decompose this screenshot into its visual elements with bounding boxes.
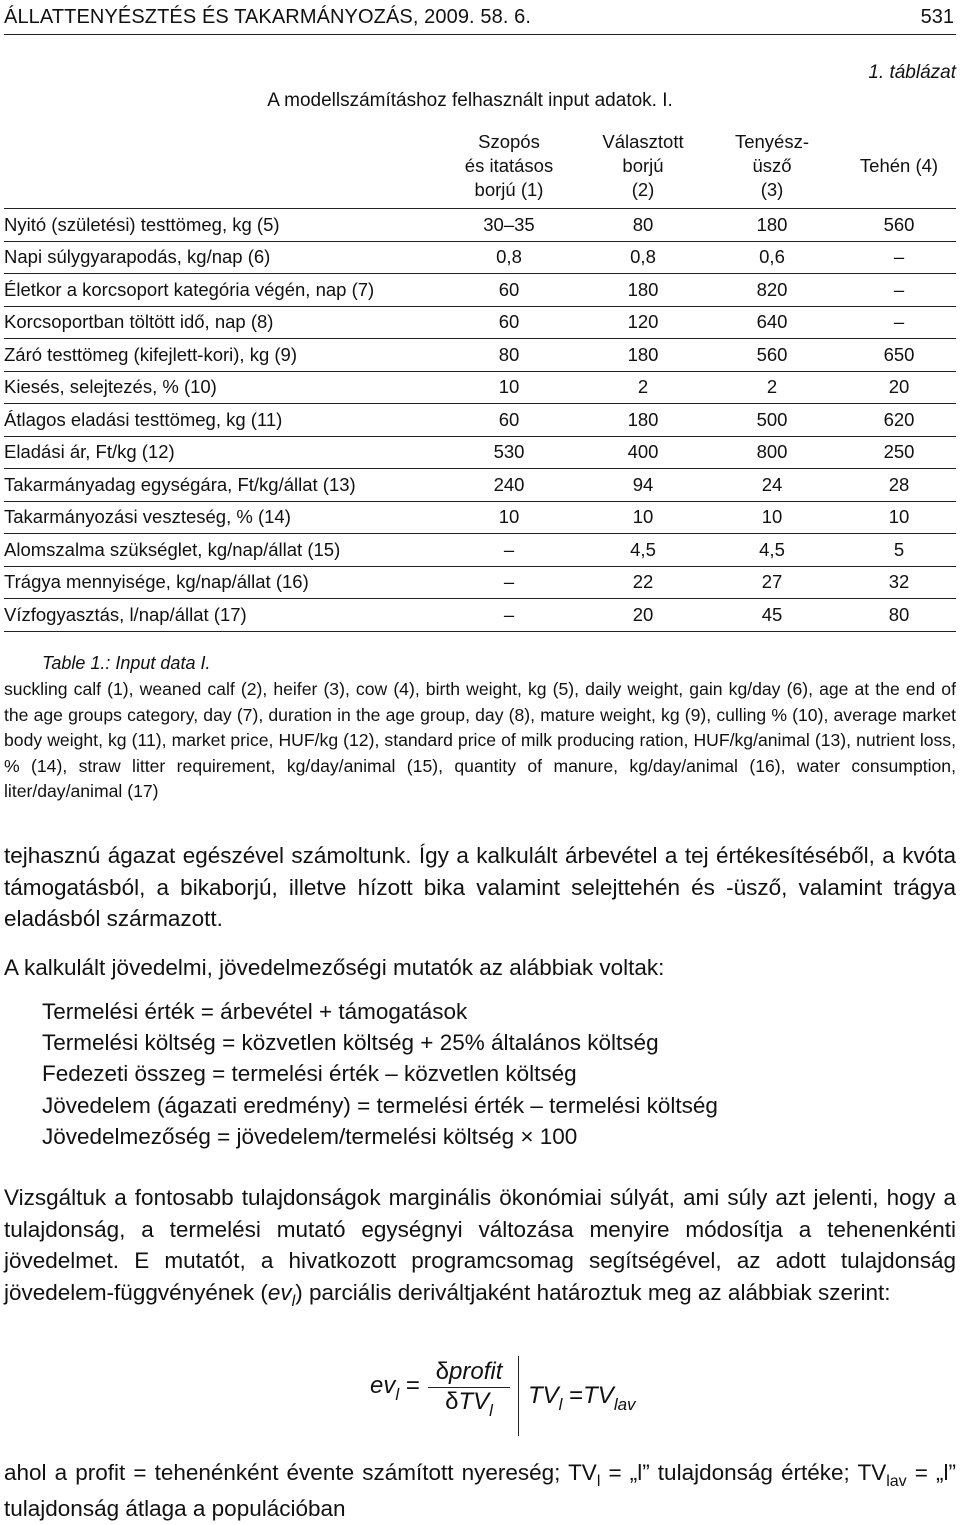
row-label: Alomszalma szükséglet, kg/nap/állat (15) bbox=[4, 534, 434, 567]
col-header-4: Tehén (4) bbox=[842, 130, 956, 209]
table-cell: 180 bbox=[584, 404, 702, 437]
table-cell: 240 bbox=[434, 469, 584, 502]
table-cell: 10 bbox=[434, 501, 584, 534]
row-label: Átlagos eladási testtömeg, kg (11) bbox=[4, 404, 434, 437]
table-legend-en: suckling calf (1), weaned calf (2), heifer (3), cow (4), birth weight, kg (5), daily weight, gain kg/day (6), age at the end of the age groups category, day (7), duration in the age group, day (8), mature weight, kg (9), culling % (10), average market body weight, kg (11), market price, HUF/kg (12), standard price of milk producing ration, HUF/kg/animal (13), nutrient loss, % (14), straw litter requirement, kg/day/animal (15), quantity of manure, kg/day/animal (16), water consumption, liter/day/animal (17) bbox=[4, 679, 956, 802]
row-label: Takarmányadag egységára, Ft/kg/állat (13) bbox=[4, 469, 434, 502]
formula-item: Termelési költség = közvetlen költség + 25% általános költség bbox=[42, 1030, 659, 1056]
table-row bbox=[4, 534, 956, 567]
row-label: Eladási ár, Ft/kg (12) bbox=[4, 436, 434, 469]
table-cell: 24 bbox=[702, 469, 842, 502]
paragraph-definitions: ahol a profit = tehenénként évente számított nyereség; $TV_l$ = „l” tulajdonság értéke; $TV_{lav}$ = „l” tulajdonság átlaga a populációban bbox=[4, 1460, 956, 1521]
formula-list bbox=[42, 996, 718, 1152]
table-row bbox=[4, 339, 956, 372]
economic-weight-equation bbox=[370, 1356, 690, 1442]
table-cell: 180 bbox=[702, 209, 842, 242]
table-cell: 180 bbox=[584, 339, 702, 372]
table-cell: 60 bbox=[434, 404, 584, 437]
equation-fraction: δprofit δTV$_l$ bbox=[428, 1358, 510, 1416]
table-cell: 32 bbox=[842, 566, 956, 599]
table-cell: 80 bbox=[434, 339, 584, 372]
table-row bbox=[4, 566, 956, 599]
table-cell: 28 bbox=[842, 469, 956, 502]
table-row bbox=[4, 241, 956, 274]
evaluation-bar bbox=[518, 1356, 519, 1436]
table-cell: 0,6 bbox=[702, 241, 842, 274]
table-cell: 45 bbox=[702, 599, 842, 632]
table-cell: 640 bbox=[702, 306, 842, 339]
row-label: Életkor a korcsoport kategória végén, nap (7) bbox=[4, 274, 434, 307]
table-row bbox=[4, 274, 956, 307]
table-cell: 22 bbox=[584, 566, 702, 599]
paragraph-marginal-weight: Vizsgáltuk a fontosabb tulajdonságok marginális ökonómiai súlyát, ami súly azt jelenti, hogy a tulajdonság, a termelési mutató egységnyi változása menyire módosítja a tehenenkénti jövedelmet. E mutatót, a hivatkozott programcsomag segítségével, az adott tulajdonság jövedelem-függvényének $(ev_l)$ parciális deriváltjaként határoztuk meg az alábbiak szerint: bbox=[4, 1185, 956, 1310]
table-cell: – bbox=[842, 274, 956, 307]
table-cell: 10 bbox=[702, 501, 842, 534]
table-cell: 650 bbox=[842, 339, 956, 372]
table-cell: 80 bbox=[584, 209, 702, 242]
table-cell: 27 bbox=[702, 566, 842, 599]
table-cell: 530 bbox=[434, 436, 584, 469]
table-cell: 2 bbox=[584, 371, 702, 404]
table-cell: – bbox=[842, 241, 956, 274]
table-row bbox=[4, 436, 956, 469]
table-cell: 60 bbox=[434, 306, 584, 339]
table-row bbox=[4, 404, 956, 437]
table-cell: 5 bbox=[842, 534, 956, 567]
table-header-row bbox=[4, 130, 956, 209]
row-label: Trágya mennyisége, kg/nap/állat (16) bbox=[4, 566, 434, 599]
table-cell: 80 bbox=[842, 599, 956, 632]
row-label: Záró testtömeg (kifejlett-kori), kg (9) bbox=[4, 339, 434, 372]
formula-item: Jövedelmezőség = jövedelem/termelési költség × 100 bbox=[42, 1123, 578, 1149]
table-cell: 0,8 bbox=[584, 241, 702, 274]
col-header-3: Tenyész- üsző (3) bbox=[702, 130, 842, 209]
table-cell: – bbox=[434, 566, 584, 599]
row-label: Vízfogyasztás, l/nap/állat (17) bbox=[4, 599, 434, 632]
table-row bbox=[4, 371, 956, 404]
table-cell: 2 bbox=[702, 371, 842, 404]
paragraph-revenue: tejhasznú ágazat egészével számoltunk. Így a kalkulált árbevétel a tej értékesítéséből, a kvóta támogatásból, a bikaborjú, illetve hízott bika valamint selejttehén és -üsző, valamint trágya eladásból származott. bbox=[4, 843, 956, 931]
table-cell: 500 bbox=[702, 404, 842, 437]
table-cell: 120 bbox=[584, 306, 702, 339]
page-header bbox=[4, 2, 956, 35]
table-caption-en: Table 1.: Input data I. bbox=[42, 653, 211, 673]
table-cell: 4,5 bbox=[702, 534, 842, 567]
row-label: Korcsoportban töltött idő, nap (8) bbox=[4, 306, 434, 339]
table-row bbox=[4, 209, 956, 242]
row-label: Nyitó (születési) testtömeg, kg (5) bbox=[4, 209, 434, 242]
table-cell: – bbox=[434, 534, 584, 567]
table-cell: 10 bbox=[434, 371, 584, 404]
table-title: A modellszámításhoz felhasznált input adatok. I. bbox=[267, 90, 673, 111]
table-row bbox=[4, 599, 956, 632]
col-header-2: Választott borjú (2) bbox=[584, 130, 702, 209]
header-empty bbox=[4, 130, 434, 209]
table-cell: 250 bbox=[842, 436, 956, 469]
formula-item: Jövedelem (ágazati eredmény) = termelési érték – termelési költség bbox=[42, 1092, 718, 1118]
table-cell: 20 bbox=[584, 599, 702, 632]
table-cell: 10 bbox=[842, 501, 956, 534]
table-row bbox=[4, 469, 956, 502]
table-cell: 10 bbox=[584, 501, 702, 534]
row-label: Napi súlygyarapodás, kg/nap (6) bbox=[4, 241, 434, 274]
table-cell: 400 bbox=[584, 436, 702, 469]
table-cell: 60 bbox=[434, 274, 584, 307]
table-cell: 0,8 bbox=[434, 241, 584, 274]
row-label: Kiesés, selejtezés, % (10) bbox=[4, 371, 434, 404]
journal-title: ÁLLATTENYÉSZTÉS ÉS TAKARMÁNYOZÁS, 2009. 58. 6. bbox=[4, 6, 532, 28]
table-cell: 30–35 bbox=[434, 209, 584, 242]
table-row bbox=[4, 501, 956, 534]
table-cell: 620 bbox=[842, 404, 956, 437]
table-row bbox=[4, 306, 956, 339]
col-header-1: Szopós és itatásos borjú (1) bbox=[434, 130, 584, 209]
table-cell: 4,5 bbox=[584, 534, 702, 567]
table-cell: 560 bbox=[702, 339, 842, 372]
table-cell: 20 bbox=[842, 371, 956, 404]
formula-item: Termelési érték = árbevétel + támogatások bbox=[42, 999, 468, 1024]
equation-condition: $TV_l =TV_{lav}$ bbox=[528, 1382, 636, 1414]
table-cell: 94 bbox=[584, 469, 702, 502]
table-cell: 820 bbox=[702, 274, 842, 307]
equation-lhs: $ev_l$ = bbox=[370, 1372, 420, 1404]
table-cell: – bbox=[434, 599, 584, 632]
paragraph-indicators-intro: A kalkulált jövedelmi, jövedelmezőségi mutatók az alábbiak voltak: bbox=[4, 955, 665, 980]
page-number: 531 bbox=[920, 6, 954, 28]
row-label: Takarmányozási veszteség, % (14) bbox=[4, 501, 434, 534]
table-cell: 560 bbox=[842, 209, 956, 242]
table-cell: 180 bbox=[584, 274, 702, 307]
table-label: 1. táblázat bbox=[868, 62, 956, 83]
table-cell: 800 bbox=[702, 436, 842, 469]
formula-item: Fedezeti összeg = termelési érték – közvetlen költség bbox=[42, 1061, 577, 1087]
input-data-table bbox=[4, 130, 956, 632]
table-cell: – bbox=[842, 306, 956, 339]
